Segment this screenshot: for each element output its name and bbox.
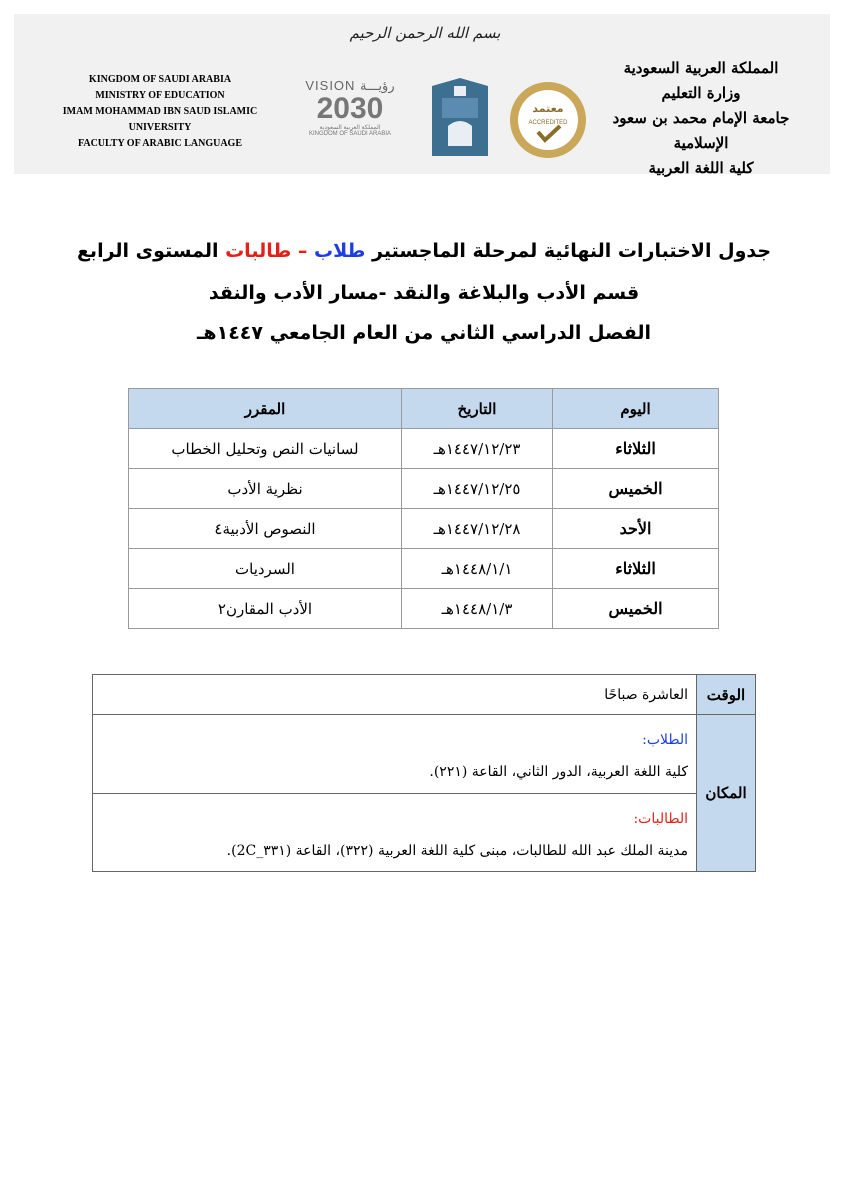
en-line-kingdom: KINGDOM OF SAUDI ARABIA [88,74,232,85]
place-male-row [93,715,756,794]
table-row [129,429,719,469]
cell-date: ١٤٤٧/١٢/٢٣هـ [402,429,553,469]
female-location: مدينة الملك عبد الله للطالبات، مبنى كلية اللغة العربية (٣٢٢)، القاعة (٣٣١_2C). [226,842,688,859]
ar-line-faculty: كلية اللغة العربية [648,159,754,177]
header-course: المقرر [129,389,402,429]
cell-date: ١٤٤٧/١٢/٢٥هـ [402,469,553,509]
place-label: المكان [697,715,756,872]
table-row [129,469,719,509]
exam-schedule-table [128,388,719,629]
title-level: المستوى الرابع [76,240,219,262]
cell-day: الخميس [553,469,719,509]
cell-course: النصوص الأدبية٤ [129,509,402,549]
ar-line-ministry: وزارة التعليم [661,84,741,102]
cell-course: الأدب المقارن٢ [129,589,402,629]
place-female-cell [93,794,697,872]
ar-line-kingdom: المملكة العربية السعودية [623,59,779,77]
accr-en: ACCREDITED [528,120,568,126]
vision-sub-en: KINGDOM OF SAUDI ARABIA [308,131,391,137]
arabic-letterhead [606,56,796,181]
table-row [129,549,719,589]
male-heading: الطلاب: [642,732,688,748]
en-line-university: IMAM MOHAMMAD IBN SAUD ISLAMIC UNIVERSITY [62,106,258,133]
vision-sub-ar: المملكة العربية السعودية [319,125,381,131]
place-female-row [93,794,756,872]
title-separator: – [297,240,308,262]
title-students-female: طالبات [225,240,292,262]
exam-info-table [92,674,756,872]
ar-line-university: جامعة الإمام محمد بن سعود الإسلامية [612,109,790,152]
cell-day: الأحد [553,509,719,549]
university-logo-icon [428,76,492,160]
en-line-faculty: FACULTY OF ARABIC LANGUAGE [78,138,242,149]
basmala: بسم الله الرحمن الرحيم [349,24,501,42]
table-row [129,589,719,629]
cell-day: الثلاثاء [553,429,719,469]
accr-ar: معتمد [532,102,564,115]
table-header-row [129,389,719,429]
header-date: التاريخ [402,389,553,429]
title-line-1 [60,240,788,262]
title-part-1: جدول الاختبارات النهائية لمرحلة الماجستير [372,240,772,262]
header-day: اليوم [553,389,719,429]
cell-date: ١٤٤٧/١٢/٢٨هـ [402,509,553,549]
cell-course: لسانيات النص وتحليل الخطاب [129,429,402,469]
cell-date: ١٤٤٨/١/١هـ [402,549,553,589]
english-letterhead [50,72,270,152]
male-location: كلية اللغة العربية، الدور الثاني، القاعة (٢٢١). [429,764,688,780]
title-line-2: قسم الأدب والبلاغة والنقد -مسار الأدب والنقد [208,282,640,304]
place-male-cell [93,715,697,794]
cell-day: الثلاثاء [553,549,719,589]
title-students-male: طلاب [314,240,366,262]
cell-course: السرديات [129,549,402,589]
time-row [93,675,756,715]
vision-2030-logo [295,78,405,148]
table-row [129,509,719,549]
time-value: العاشرة صباحًا [93,675,697,715]
en-line-ministry: MINISTRY OF EDUCATION [95,90,225,101]
vision-year: 2030 [316,92,384,125]
cell-date: ١٤٤٨/١/٣هـ [402,589,553,629]
vision-label: VISION رؤيـــة [305,78,395,93]
time-label: الوقت [697,675,756,715]
female-heading: الطالبات: [633,810,688,827]
accreditation-seal-icon [508,80,588,160]
title-line-3: الفصل الدراسي الثاني من العام الجامعي ١٤٤٧هـ [196,322,652,344]
cell-course: نظرية الأدب [129,469,402,509]
cell-day: الخميس [553,589,719,629]
